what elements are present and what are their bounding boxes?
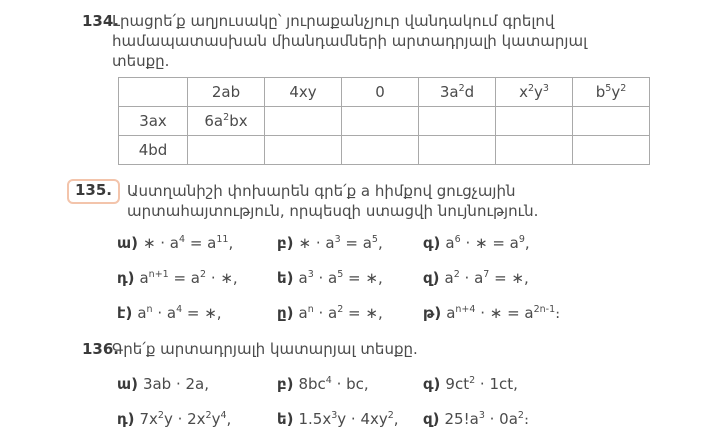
list-item-b: բ) ∗ · $a^3 = a^5$, bbox=[277, 233, 383, 252]
problem-135-statement: Աստղանիշի փոխարեն գրե՛ք a հիմքով ցուցչային արտահայտություն, որպեսզի ստացվի նույնություն. bbox=[127, 182, 539, 221]
problem-134-number: 134. bbox=[82, 12, 120, 30]
table-cell-empty bbox=[342, 107, 419, 136]
list-item-y: ը) $a^n \cdot a^2$ = ∗, bbox=[277, 303, 383, 322]
table-row bbox=[119, 136, 650, 165]
problem-134 bbox=[82, 12, 719, 165]
table-cell-empty bbox=[265, 107, 342, 136]
list-item-e2: է) $a^n \cdot a^4$ = ∗, bbox=[117, 303, 222, 322]
problem-136 bbox=[82, 340, 719, 429]
table-cell-empty bbox=[342, 136, 419, 165]
list-item-a: ա) ∗ · $a^4 = a^{11}$, bbox=[117, 233, 234, 252]
table-header-b5y2: $b^5y^2$ bbox=[573, 78, 650, 107]
table-cell-empty bbox=[496, 136, 573, 165]
list-item-g: գ) $a^6$ · ∗ = $a^9$, bbox=[423, 233, 530, 252]
table-cell-empty bbox=[496, 107, 573, 136]
problem-136-heading bbox=[82, 340, 719, 360]
list-item-b: բ) $8bc^4$ · bc, bbox=[277, 374, 369, 393]
problem-136-statement: Գրե՛ք արտադրյալի կատարյալ տեսքը. bbox=[112, 339, 418, 358]
list-item-z: զ) $a^2 \cdot a^7$ = ∗, bbox=[423, 268, 529, 287]
table-cell-empty bbox=[265, 136, 342, 165]
list-item-z: զ) $25!a^3$ · $0a^2։$ bbox=[423, 409, 530, 428]
table-cell-empty bbox=[419, 107, 496, 136]
table-header-2ab: 2ab bbox=[188, 78, 265, 107]
problem-135-heading bbox=[75, 181, 719, 222]
table-header-3a2d: $3a^2d$ bbox=[419, 78, 496, 107]
table-cell-answer: $6a^2bx$ bbox=[188, 107, 265, 136]
table-cell-empty bbox=[188, 136, 265, 165]
table-cell-empty bbox=[573, 107, 650, 136]
table-cell-empty bbox=[419, 136, 496, 165]
table-header-0: 0 bbox=[342, 78, 419, 107]
list-item-a: ա) 3ab · 2a, bbox=[117, 374, 210, 393]
problem-134-heading bbox=[82, 12, 719, 71]
table-row bbox=[119, 107, 650, 136]
row-label-4bd: 4bd bbox=[119, 136, 188, 165]
problem-134-statement: Լրացրե՛ք աղյուսակը՝ յուրաքանչյուր վանդակում գրելով համապատասխան միանդամների արտադրյալի կատարյալ տեսքը. bbox=[112, 12, 588, 70]
problem-136-items bbox=[117, 374, 719, 429]
table-header-empty bbox=[119, 78, 188, 107]
row-label-3ax: 3ax bbox=[119, 107, 188, 136]
list-item-d: դ) $a^{n+1} = a^2$ · ∗, bbox=[117, 268, 238, 287]
problem-136-number: 136. bbox=[82, 339, 120, 358]
list-item-e: ե) $a^3 \cdot a^5$ = ∗, bbox=[277, 268, 383, 287]
table-header-4xy: 4xy bbox=[265, 78, 342, 107]
list-item-t: թ) $a^{n+4}$ · ∗ = $a^{2n-1}։$ bbox=[423, 303, 561, 322]
table-header-row bbox=[119, 78, 650, 107]
table-cell-empty bbox=[573, 136, 650, 165]
problem-135-items bbox=[117, 233, 719, 323]
table-header-x2y3: $x^2y^3$ bbox=[496, 78, 573, 107]
list-item-g: գ) $9ct^2 \cdot 1ct$, bbox=[423, 374, 518, 393]
monomial-product-table bbox=[118, 77, 650, 165]
problem-135-number-badge: 135. bbox=[67, 179, 120, 204]
problem-135 bbox=[75, 181, 719, 323]
list-item-e: ե) $1.5x^3y \cdot 4xy^2$, bbox=[277, 409, 399, 428]
list-item-d: դ) $7x^2y \cdot 2x^2y^4$, bbox=[117, 409, 232, 428]
